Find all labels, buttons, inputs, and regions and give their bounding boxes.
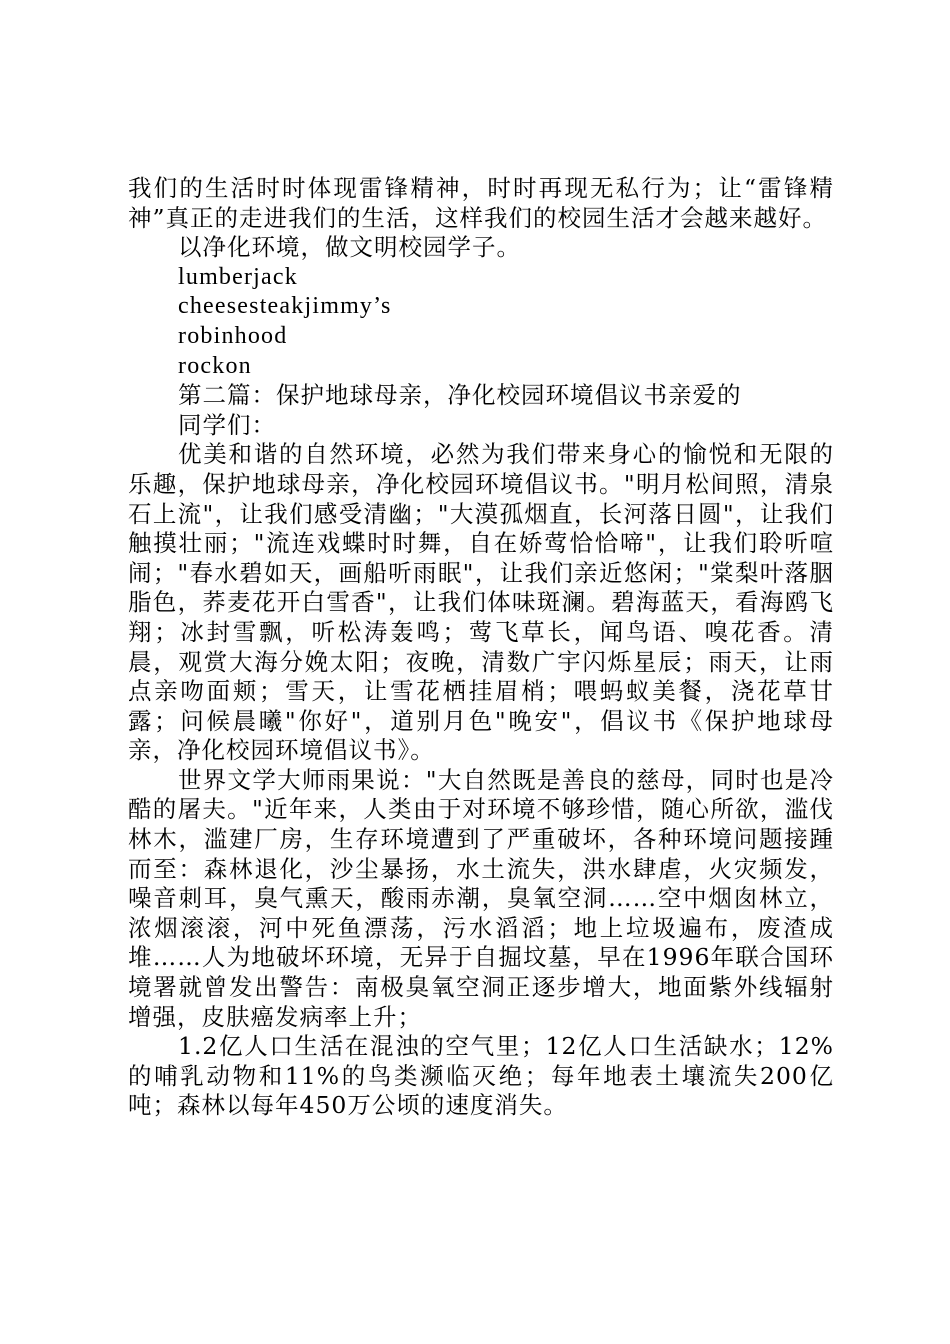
salutation: 同学们：	[178, 410, 276, 439]
list-line-cheesesteak: cheesesteakjimmy’s	[178, 293, 392, 320]
list-line-robinhood: robinhood	[178, 322, 288, 349]
list-line-rockon: rockon	[178, 352, 252, 379]
paragraph-hugo-quote: 世界文学大师雨果说："大自然既是善良的慈母，同时也是冷酷的屠夫。"近年来，人类由于对环境不够珍惜，随心所欲，滥伐林木，滥建厂房，生存环境遭到了严重破坏，各种环境问题接踵而至：森林退化，沙尘暴扬，水土流失，洪水肆虐，火灾频发，噪音刺耳，臭气熏天，酸雨赤潮，臭氧空洞……空中烟囱林立，浓烟滚滚，河中死鱼漂荡，污水滔滔；地上垃圾遍布，废渣成堆……人为地破坏环境，无异于自掘坟墓，早在1996年联合国环境署就曾发出警告：南极臭氧空洞正逐步增大，地面紫外线辐射增强，皮肤癌发病率上升；	[128, 765, 834, 1031]
paragraph-clean-environment: 以净化环境，做文明校园学子。	[178, 233, 521, 262]
paragraph-lei-feng-spirit: 我们的生活时时体现雷锋精神，时时再现无私行为；让“雷锋精神”真正的走进我们的生活，这样我们的校园生活才会越来越好。	[128, 174, 834, 232]
section-heading-second-article: 第二篇：保护地球母亲，净化校园环境倡议书亲爱的	[178, 381, 742, 410]
paragraph-natural-environment: 优美和谐的自然环境，必然为我们带来身心的愉悦和无限的乐趣，保护地球母亲，净化校园环境倡议书。"明月松间照，清泉石上流"，让我们感受清幽；"大漠孤烟直，长河落日圆"，让我们触摸壮丽；"流连戏蝶时时舞，自在娇莺恰恰啼"，让我们聆听喧闹；"春水碧如天，画船听雨眠"，让我们亲近悠闲；"棠梨叶落胭脂色，荞麦花开白雪香"，让我们体味斑澜。碧海蓝天，看海鸥飞翔；冰封雪飘，听松涛轰鸣；莺飞草长，闻鸟语、嗅花香。清晨，观赏大海分娩太阳；夜晚，清数广宇闪烁星辰；雨天，让雨点亲吻面颊；雪天，让雪花栖挂眉梢；喂蚂蚁美餐，浇花草甘露；问候晨曦"你好"，道别月色"晚安"，倡议书《保护地球母亲，净化校园环境倡议书》。	[128, 440, 834, 765]
paragraph-statistics: 1.2亿人口生活在混浊的空气里；12亿人口生活缺水；12%的哺乳动物和11%的鸟类濒临灭绝；每年地表土壤流失200亿吨；森林以每年450万公顷的速度消失。	[128, 1032, 834, 1120]
list-line-lumberjack: lumberjack	[178, 263, 298, 290]
document-body	[128, 174, 834, 1121]
